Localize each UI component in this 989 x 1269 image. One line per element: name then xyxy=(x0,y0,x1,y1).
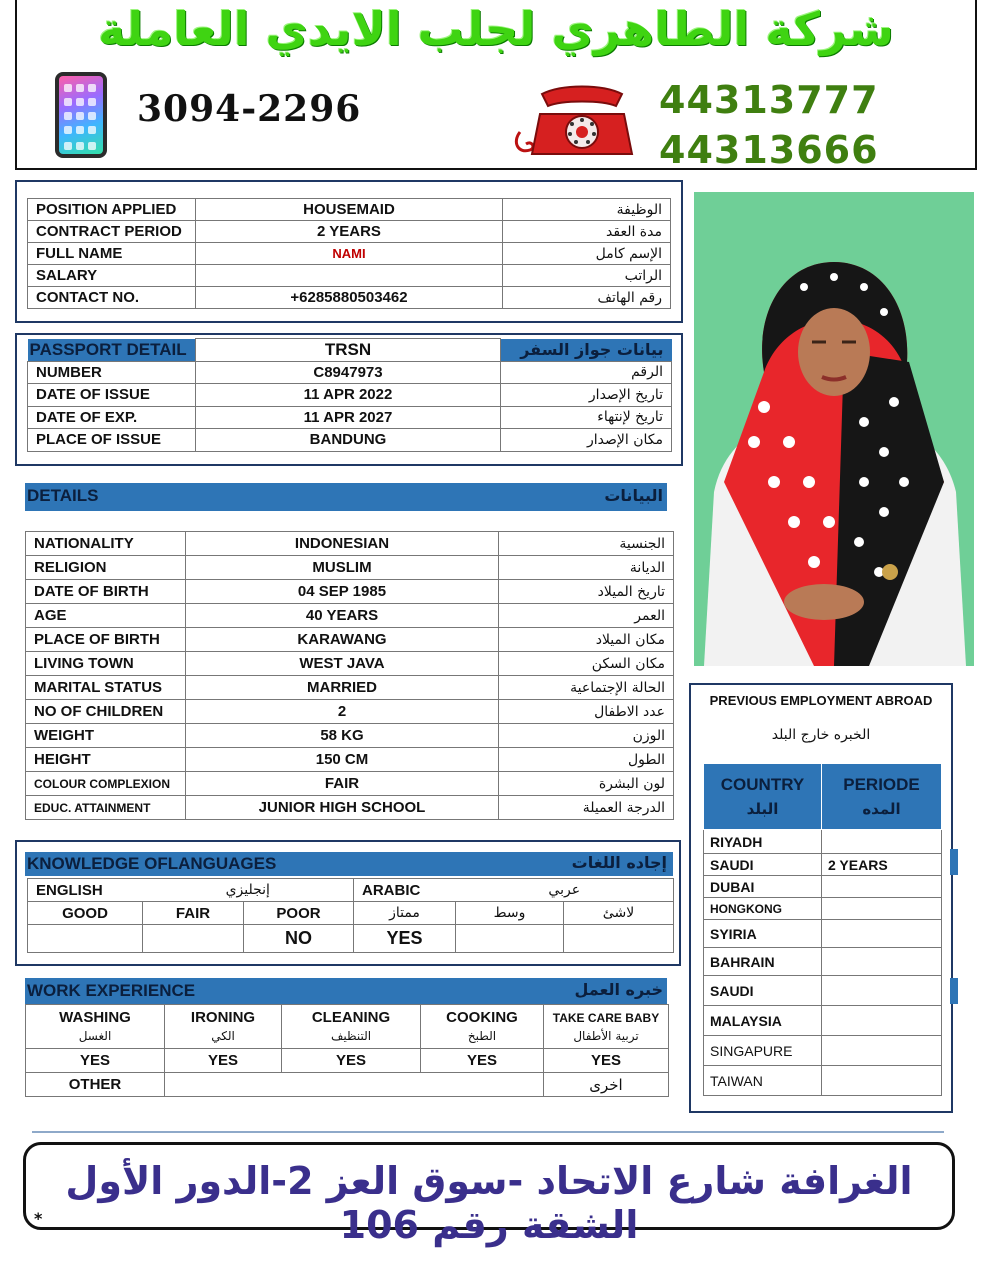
other-label: OTHER xyxy=(26,1073,165,1097)
skill-cooking xyxy=(421,1005,544,1049)
other-value xyxy=(165,1073,544,1097)
period-cell xyxy=(822,876,942,898)
detail-value: 58 KG xyxy=(186,724,499,748)
details-table xyxy=(25,531,674,820)
expiry-date-value: 11 APR 2027 xyxy=(196,406,501,429)
table-row xyxy=(704,854,942,876)
landline-number-1: 44313777 xyxy=(659,78,879,122)
previous-employment-table-wrap xyxy=(703,763,941,1096)
table-row xyxy=(28,199,671,221)
address-footer xyxy=(23,1142,955,1247)
country-cell: SAUDI xyxy=(704,976,822,1006)
detail-label: WEIGHT xyxy=(26,724,186,748)
period-cell xyxy=(822,976,942,1006)
office-address: الغرافة شارع الاتحاد -سوق العز 2-الدور الأول الشقة رقم 106 xyxy=(65,1159,913,1247)
table-row xyxy=(28,265,671,287)
country-cell: SAUDI xyxy=(704,854,822,876)
languages-section xyxy=(15,840,681,966)
details-section xyxy=(25,531,673,820)
previous-employment-header-row xyxy=(704,764,942,830)
skill-label-ar: الكي xyxy=(211,1028,235,1043)
expiry-date-label: DATE OF EXP. xyxy=(28,406,196,429)
salary-label: SALARY xyxy=(28,265,196,287)
work-experience-section xyxy=(25,1004,668,1097)
table-row xyxy=(26,772,674,796)
arabic-label: ARABIC xyxy=(354,879,456,902)
passport-header-row xyxy=(28,339,672,362)
country-cell: SYIRIA xyxy=(704,920,822,948)
country-column-header xyxy=(704,764,822,830)
table-row xyxy=(28,287,671,309)
detail-label: COLOUR COMPLEXION xyxy=(26,772,186,796)
period-column-label: PERIODE xyxy=(843,774,920,794)
skill-value: YES xyxy=(165,1049,282,1073)
detail-label: HEIGHT xyxy=(26,748,186,772)
applicant-photo xyxy=(694,192,974,666)
detail-label-ar: مكان السكن xyxy=(499,652,674,676)
table-row xyxy=(28,406,672,429)
skill-name-row xyxy=(26,1005,669,1049)
full-name-label: FULL NAME xyxy=(28,243,196,265)
work-experience-table xyxy=(25,1004,669,1097)
detail-value: 2 xyxy=(186,700,499,724)
table-row xyxy=(28,243,671,265)
skill-value: YES xyxy=(421,1049,544,1073)
skill-ironing xyxy=(165,1005,282,1049)
passport-table xyxy=(27,338,672,452)
detail-label-ar: تاريخ الميلاد xyxy=(499,580,674,604)
country-cell: SINGAPURE xyxy=(704,1036,822,1066)
english-good-value xyxy=(28,925,143,953)
detail-value: 04 SEP 1985 xyxy=(186,580,499,604)
detail-label-ar: العمر xyxy=(499,604,674,628)
detail-label: DATE OF BIRTH xyxy=(26,580,186,604)
detail-label: EDUC. ATTAINMENT xyxy=(26,796,186,820)
detail-label-ar: لون البشرة xyxy=(499,772,674,796)
previous-employment-table xyxy=(703,763,942,1096)
skill-label: WASHING xyxy=(59,1008,131,1026)
detail-label-ar: الجنسية xyxy=(499,532,674,556)
full-name-label-ar: الإسم كامل xyxy=(503,243,671,265)
period-cell xyxy=(822,1006,942,1036)
skill-label: CLEANING xyxy=(311,1008,391,1026)
details-title: DETAILS xyxy=(27,486,99,505)
english-label: ENGLISH xyxy=(28,879,143,902)
salary-value xyxy=(195,265,502,287)
country-cell: MALAYSIA xyxy=(704,1006,822,1036)
landline-number-2: 44313666 xyxy=(659,128,879,172)
languages-title-ar: إجاده اللغات xyxy=(571,853,667,872)
issue-date-label-ar: تاريخ الإصدار xyxy=(501,384,672,407)
decorative-strip xyxy=(950,849,958,875)
arabic-medium-value xyxy=(456,925,564,953)
english-label-ar: إنجليزي xyxy=(143,879,354,902)
country-cell: BAHRAIN xyxy=(704,948,822,976)
skill-label-ar: التنظيف xyxy=(330,1028,372,1043)
mobile-number: 3094-2296 xyxy=(137,88,362,130)
passport-type: TRSN xyxy=(196,339,501,362)
contact-label-ar: رقم الهاتف xyxy=(503,287,671,309)
table-row xyxy=(28,384,672,407)
detail-value: JUNIOR HIGH SCHOOL xyxy=(186,796,499,820)
country-column-label-ar: البلد xyxy=(746,799,779,818)
detail-value: FAIR xyxy=(186,772,499,796)
detail-label: NO OF CHILDREN xyxy=(26,700,186,724)
skill-label: TAKE CARE BABY xyxy=(552,1010,660,1025)
skill-value-row xyxy=(26,1049,669,1073)
level-excellent-label-ar: ممتاز xyxy=(354,902,456,925)
table-row xyxy=(704,1066,942,1096)
position-applied-label: POSITION APPLIED xyxy=(28,199,196,221)
country-column-label: COUNTRY xyxy=(720,774,805,794)
table-row xyxy=(28,221,671,243)
passport-title-ar: بيانات جواز السفر xyxy=(501,339,672,362)
detail-label: MARITAL STATUS xyxy=(26,676,186,700)
skill-label: COOKING xyxy=(446,1008,518,1026)
table-row xyxy=(704,1036,942,1066)
passport-title: PASSPORT DETAIL xyxy=(28,339,196,362)
contract-period-value: 2 YEARS xyxy=(195,221,502,243)
country-cell: RIYADH xyxy=(704,830,822,854)
company-name: شركة الطاهري لجلب الايدي العاملة xyxy=(98,2,894,56)
decorative-strip xyxy=(950,978,958,1004)
skill-value: YES xyxy=(544,1049,669,1073)
contact-label: CONTACT NO. xyxy=(28,287,196,309)
expiry-date-label-ar: تاريخ لإنتهاء xyxy=(501,406,672,429)
table-row xyxy=(26,796,674,820)
divider xyxy=(32,1131,944,1133)
detail-label-ar: الدرجة العميلة xyxy=(499,796,674,820)
period-cell xyxy=(822,1066,942,1096)
skill-label-ar: الغسل xyxy=(78,1028,112,1043)
work-experience-title: WORK EXPERIENCE xyxy=(27,981,196,1000)
table-row xyxy=(704,920,942,948)
detail-label-ar: عدد الاطفال xyxy=(499,700,674,724)
country-cell: HONGKONG xyxy=(704,898,822,920)
skill-label-ar: الطبخ xyxy=(467,1028,497,1043)
detail-label-ar: الوزن xyxy=(499,724,674,748)
other-label-ar: اخرى xyxy=(544,1073,669,1097)
salary-label-ar: الراتب xyxy=(503,265,671,287)
skill-label-ar: تربية الأطفال xyxy=(573,1028,639,1043)
level-good-label: GOOD xyxy=(28,902,143,925)
detail-label-ar: الديانة xyxy=(499,556,674,580)
languages-table xyxy=(27,878,674,953)
position-applied-label-ar: الوظيفة xyxy=(503,199,671,221)
skill-baby-care xyxy=(544,1005,669,1049)
level-medium-label-ar: وسط xyxy=(456,902,564,925)
detail-value: MARRIED xyxy=(186,676,499,700)
detail-label: AGE xyxy=(26,604,186,628)
detail-label-ar: مكان الميلاد xyxy=(499,628,674,652)
previous-employment-section xyxy=(689,683,953,1113)
telephone-icon xyxy=(512,84,642,160)
issue-date-label: DATE OF ISSUE xyxy=(28,384,196,407)
table-row xyxy=(26,652,674,676)
level-none-label-ar: لاشئ xyxy=(564,902,674,925)
table-row xyxy=(28,361,672,384)
position-section xyxy=(15,180,683,323)
other-row xyxy=(26,1073,669,1097)
table-row xyxy=(28,429,672,452)
table-row xyxy=(704,830,942,854)
table-row xyxy=(26,748,674,772)
position-applied-value: HOUSEMAID xyxy=(195,199,502,221)
contract-period-label-ar: مدة العقد xyxy=(503,221,671,243)
passport-section xyxy=(15,333,683,466)
period-cell xyxy=(822,948,942,976)
detail-value: KARAWANG xyxy=(186,628,499,652)
detail-value: WEST JAVA xyxy=(186,652,499,676)
table-row xyxy=(26,580,674,604)
issue-place-label: PLACE OF ISSUE xyxy=(28,429,196,452)
work-experience-title-ar: خبره العمل xyxy=(574,980,663,999)
skill-washing xyxy=(26,1005,165,1049)
period-cell xyxy=(822,1036,942,1066)
arabic-excellent-value: YES xyxy=(354,925,456,953)
passport-number-label: NUMBER xyxy=(28,361,196,384)
period-cell: 2 YEARS xyxy=(822,854,942,876)
position-table xyxy=(27,198,671,309)
footer-mark: * xyxy=(34,1209,43,1228)
issue-date-value: 11 APR 2022 xyxy=(196,384,501,407)
smartphone-icon xyxy=(55,72,107,158)
english-fair-value xyxy=(143,925,244,953)
period-column-label-ar: المده xyxy=(862,799,901,818)
period-cell xyxy=(822,830,942,854)
language-value-row xyxy=(28,925,674,953)
table-row xyxy=(26,604,674,628)
language-level-row xyxy=(28,902,674,925)
table-row xyxy=(704,976,942,1006)
table-row xyxy=(26,532,674,556)
table-row xyxy=(704,1006,942,1036)
skill-value: YES xyxy=(282,1049,421,1073)
skill-label: IRONING xyxy=(190,1008,256,1026)
table-row xyxy=(704,876,942,898)
period-column-header xyxy=(822,764,942,830)
detail-label-ar: الحالة الإجتماعية xyxy=(499,676,674,700)
languages-title: KNOWLEDGE OFLANGUAGES xyxy=(27,854,277,873)
passport-number-value: C8947973 xyxy=(196,361,501,384)
previous-employment-title-ar: الخبره خارج البلد xyxy=(771,727,871,743)
details-title-ar: البيانات xyxy=(604,486,663,505)
detail-label: PLACE OF BIRTH xyxy=(26,628,186,652)
detail-value: 40 YEARS xyxy=(186,604,499,628)
table-row xyxy=(26,700,674,724)
country-cell: TAIWAN xyxy=(704,1066,822,1096)
table-row xyxy=(704,948,942,976)
period-cell xyxy=(822,898,942,920)
english-poor-value: NO xyxy=(244,925,354,953)
details-header xyxy=(25,483,667,511)
table-row xyxy=(26,628,674,652)
level-poor-label: POOR xyxy=(244,902,354,925)
issue-place-value: BANDUNG xyxy=(196,429,501,452)
detail-label: NATIONALITY xyxy=(26,532,186,556)
table-row xyxy=(704,898,942,920)
table-row xyxy=(26,724,674,748)
contact-value: +6285880503462 xyxy=(195,287,502,309)
work-experience-header xyxy=(25,978,667,1004)
letterhead xyxy=(15,0,977,170)
full-name-value: NAMI xyxy=(195,243,502,265)
contract-period-label: CONTRACT PERIOD xyxy=(28,221,196,243)
language-name-row xyxy=(28,879,674,902)
table-row xyxy=(26,676,674,700)
languages-header xyxy=(25,852,673,876)
level-fair-label: FAIR xyxy=(143,902,244,925)
period-cell xyxy=(822,920,942,948)
languages-table-wrap xyxy=(27,878,673,953)
detail-label: LIVING TOWN xyxy=(26,652,186,676)
detail-value: INDONESIAN xyxy=(186,532,499,556)
detail-value: 150 CM xyxy=(186,748,499,772)
passport-number-label-ar: الرقم xyxy=(501,361,672,384)
arabic-none-value xyxy=(564,925,674,953)
previous-employment-title: PREVIOUS EMPLOYMENT ABROAD xyxy=(709,693,933,708)
country-cell: DUBAI xyxy=(704,876,822,898)
issue-place-label-ar: مكان الإصدار xyxy=(501,429,672,452)
skill-value: YES xyxy=(26,1049,165,1073)
detail-label-ar: الطول xyxy=(499,748,674,772)
detail-value: MUSLIM xyxy=(186,556,499,580)
skill-cleaning xyxy=(282,1005,421,1049)
detail-label: RELIGION xyxy=(26,556,186,580)
arabic-label-ar: عربي xyxy=(456,879,674,902)
table-row xyxy=(26,556,674,580)
